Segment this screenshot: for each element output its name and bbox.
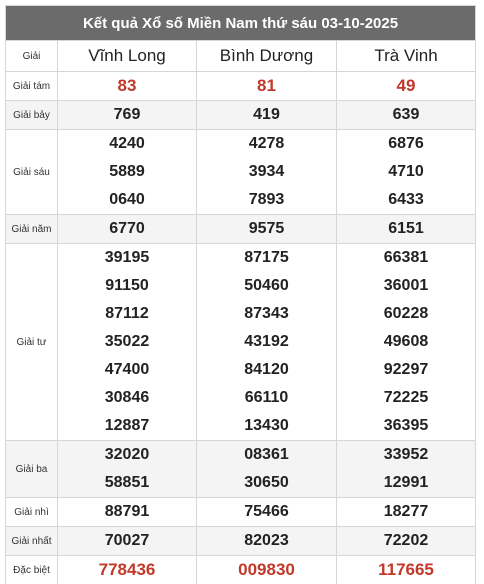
prize-cell-g6-col2 <box>197 130 337 215</box>
prize-number: 30650 <box>244 474 289 491</box>
prize-cell-g1-col2 <box>197 527 337 556</box>
province-header-binh-duong[interactable]: Bình Dương <box>197 41 337 72</box>
prize-number: 70027 <box>104 532 150 549</box>
prize-number: 75466 <box>244 503 289 520</box>
prize-row-g6 <box>6 130 476 215</box>
prize-column-header: Giải <box>6 41 58 72</box>
prize-number: 4240 <box>109 135 145 152</box>
prize-number: 92297 <box>383 361 429 378</box>
prize-number: 18277 <box>383 503 429 520</box>
prize-number: 47400 <box>104 361 150 378</box>
prize-label-g8: Giải tám <box>6 72 58 101</box>
prize-cell-g3-col3 <box>337 441 476 498</box>
prize-row-g3 <box>6 441 476 498</box>
prize-number: 7893 <box>248 191 285 208</box>
prize-cell-g1-col3 <box>337 527 476 556</box>
prize-row-g5 <box>6 215 476 244</box>
prize-cell-g4-col1 <box>58 244 197 441</box>
prize-label-g2: Giải nhì <box>6 498 58 527</box>
prize-cell-g5-col2 <box>197 215 337 244</box>
prize-cell-g8-col3 <box>337 72 476 101</box>
prize-number: 12887 <box>104 417 150 434</box>
prize-label-g5: Giải năm <box>6 215 58 244</box>
prize-cell-g2-col2 <box>197 498 337 527</box>
prize-number: 4710 <box>388 163 424 180</box>
prize-number: 87175 <box>244 249 289 266</box>
prize-number: 769 <box>113 106 141 123</box>
prize-row-g7 <box>6 101 476 130</box>
prize-number: 6433 <box>388 191 424 208</box>
prize-number: 117665 <box>378 560 434 579</box>
prize-number: 91150 <box>105 277 149 294</box>
prize-number: 0640 <box>109 191 145 208</box>
prize-number: 49 <box>396 76 416 95</box>
prize-label-g6: Giải sáu <box>6 130 58 215</box>
prize-number: 39195 <box>104 249 150 266</box>
prize-cell-g7-col3 <box>337 101 476 130</box>
prize-label-g4: Giải tư <box>6 244 58 441</box>
prize-number: 6151 <box>388 220 424 237</box>
prize-number: 009830 <box>238 560 295 579</box>
prize-number: 72225 <box>383 389 429 406</box>
prize-number: 6770 <box>109 220 145 237</box>
prize-cell-g7-col1 <box>58 101 197 130</box>
prize-cell-g3-col1 <box>58 441 197 498</box>
prize-number: 5889 <box>109 163 145 180</box>
prize-number: 12991 <box>383 474 429 491</box>
prize-number: 87112 <box>105 305 149 322</box>
prize-number: 84120 <box>244 361 289 378</box>
prize-cell-db-col3 <box>337 556 476 584</box>
province-header-tra-vinh[interactable]: Trà Vinh <box>337 41 476 72</box>
province-header-vinh-long[interactable]: Vĩnh Long <box>58 41 197 72</box>
prize-number: 82023 <box>244 532 289 549</box>
prize-cell-g8-col1 <box>58 72 197 101</box>
prize-cell-g8-col2 <box>197 72 337 101</box>
prize-cell-g5-col3 <box>337 215 476 244</box>
prize-number: 13430 <box>244 417 289 434</box>
prize-number: 3934 <box>248 163 285 180</box>
prize-row-g8 <box>6 72 476 101</box>
prize-number: 419 <box>253 106 280 123</box>
prize-number: 66381 <box>383 249 429 266</box>
prize-row-db <box>6 556 476 584</box>
prize-number: 30846 <box>104 389 150 406</box>
prize-cell-g1-col1 <box>58 527 197 556</box>
prize-cell-g5-col1 <box>58 215 197 244</box>
lottery-results-table <box>5 5 476 584</box>
prize-number: 83 <box>117 76 137 95</box>
prize-row-g2 <box>6 498 476 527</box>
prize-cell-g2-col3 <box>337 498 476 527</box>
table-title: Kết quả Xổ số Miền Nam thứ sáu 03-10-2025 <box>6 6 476 41</box>
prize-number: 36395 <box>383 417 429 434</box>
prize-number: 66110 <box>244 389 289 406</box>
prize-number: 9575 <box>248 220 285 237</box>
prize-number: 87343 <box>244 305 289 322</box>
prize-number: 43192 <box>244 333 289 350</box>
prize-label-g3: Giải ba <box>6 441 58 498</box>
prize-number: 49608 <box>383 333 429 350</box>
prize-row-g4 <box>6 244 476 441</box>
prize-number: 35022 <box>104 333 150 350</box>
prize-number: 4278 <box>248 135 285 152</box>
prize-number: 33952 <box>383 446 429 463</box>
prize-number: 50460 <box>244 277 289 294</box>
prize-row-g1 <box>6 527 476 556</box>
prize-cell-g4-col2 <box>197 244 337 441</box>
prize-label-g1: Giải nhất <box>6 527 58 556</box>
prize-cell-g6-col3 <box>337 130 476 215</box>
prize-number: 08361 <box>244 446 289 463</box>
header-row <box>6 41 476 72</box>
prize-label-db: Đặc biệt <box>6 556 58 584</box>
prize-number: 6876 <box>388 135 424 152</box>
prize-cell-db-col2 <box>197 556 337 584</box>
prize-number: 60228 <box>383 305 429 322</box>
prize-cell-g3-col2 <box>197 441 337 498</box>
prize-cell-db-col1 <box>58 556 197 584</box>
prize-label-g7: Giải bảy <box>6 101 58 130</box>
title-row <box>6 6 476 41</box>
prize-number: 58851 <box>104 474 150 491</box>
prize-number: 639 <box>392 106 420 123</box>
prize-number: 778436 <box>98 560 156 579</box>
prize-number: 32020 <box>104 446 150 463</box>
prize-cell-g2-col1 <box>58 498 197 527</box>
prize-number: 36001 <box>383 277 429 294</box>
prize-cell-g6-col1 <box>58 130 197 215</box>
prize-cell-g4-col3 <box>337 244 476 441</box>
prize-number: 72202 <box>383 532 429 549</box>
prize-number: 81 <box>257 76 276 95</box>
prize-cell-g7-col2 <box>197 101 337 130</box>
prize-number: 88791 <box>104 503 150 520</box>
